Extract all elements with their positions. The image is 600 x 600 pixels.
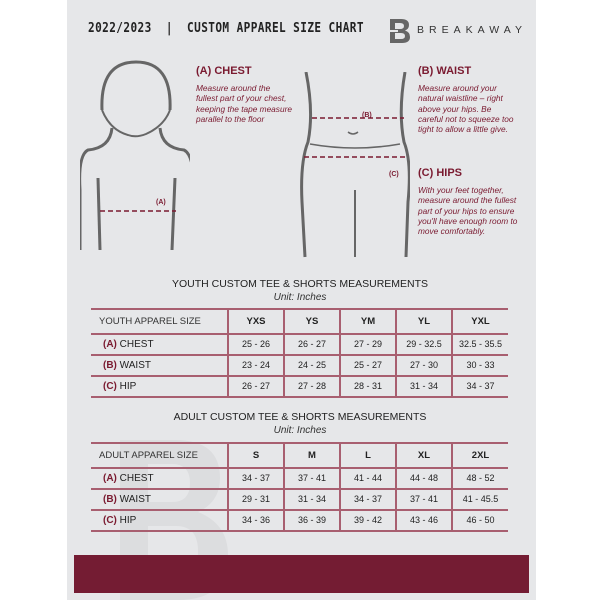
- table-header-row: [91, 309, 508, 334]
- measurement-value: 27 - 29: [340, 334, 396, 355]
- measurement-value: 36 - 39: [284, 510, 340, 531]
- measurement-value: 30 - 33: [452, 355, 508, 376]
- youth-table-unit: Unit: Inches: [273, 292, 327, 303]
- measurement-value: 24 - 25: [284, 355, 340, 376]
- measurement-name: WAIST: [119, 360, 151, 371]
- page-title: 2022/2023 | CUSTOM APPAREL SIZE CHART: [88, 20, 364, 36]
- measurement-value: 48 - 52: [452, 468, 508, 489]
- measurement-label: [91, 510, 228, 531]
- table-row: [91, 510, 508, 531]
- measurement-value: 41 - 44: [340, 468, 396, 489]
- size-column-header: L: [340, 443, 396, 468]
- measurement-label: [91, 489, 228, 510]
- measurement-name: WAIST: [119, 494, 151, 505]
- measurement-label: [91, 355, 228, 376]
- size-header-label: ADULT APPAREL SIZE: [91, 443, 228, 468]
- measurement-letter: (B): [103, 360, 117, 371]
- table-row: [91, 355, 508, 376]
- size-column-header: S: [228, 443, 284, 468]
- waist-heading: (B) WAIST: [418, 65, 472, 77]
- measurement-value: 25 - 26: [228, 334, 284, 355]
- measurement-name: HIP: [119, 515, 137, 526]
- hips-marker: (C): [389, 171, 399, 178]
- chest-instructions: Measure around the fullest part of your chest, keeping the tape measure parallel to the floor: [196, 83, 292, 124]
- hips-figure-illustration: [300, 72, 410, 262]
- size-column-header: M: [284, 443, 340, 468]
- measurement-value: 31 - 34: [284, 489, 340, 510]
- measurement-label: [91, 334, 228, 355]
- size-column-header: YM: [340, 309, 396, 334]
- measurement-value: 43 - 46: [396, 510, 452, 531]
- chest-marker: (A): [156, 199, 166, 206]
- measurement-value: 41 - 45.5: [452, 489, 508, 510]
- table-row: [91, 376, 508, 397]
- measurement-letter: (C): [103, 515, 117, 526]
- measurement-value: 32.5 - 35.5: [452, 334, 508, 355]
- measurement-value: 34 - 37: [340, 489, 396, 510]
- measurement-value: 27 - 30: [396, 355, 452, 376]
- adult-table-unit: Unit: Inches: [273, 425, 327, 436]
- size-column-header: YXS: [228, 309, 284, 334]
- measurement-value: 23 - 24: [228, 355, 284, 376]
- size-column-header: YL: [396, 309, 452, 334]
- hips-instructions: With your feet together, measure around the fullest part of your hips to ensure you'll have enough room to move comfortably.: [418, 185, 518, 237]
- torso-figure-illustration: [80, 60, 190, 260]
- breakaway-logo: [384, 18, 412, 44]
- table-header-row: [91, 443, 508, 468]
- waist-instructions: Measure around your natural waistline – right above your hips. Be careful not to squeeze too tight to allow a little give.: [418, 83, 514, 135]
- measurement-value: 37 - 41: [396, 489, 452, 510]
- measurement-value: 25 - 27: [340, 355, 396, 376]
- footer-bar: [74, 555, 529, 593]
- measurement-value: 39 - 42: [340, 510, 396, 531]
- measurement-letter: (B): [103, 494, 117, 505]
- waist-marker: (B): [362, 112, 372, 119]
- table-row: [91, 334, 508, 355]
- adult-size-table: [91, 442, 508, 532]
- size-column-header: YXL: [452, 309, 508, 334]
- table-row: [91, 489, 508, 510]
- measurement-value: 34 - 36: [228, 510, 284, 531]
- measurement-value: 26 - 27: [284, 334, 340, 355]
- youth-table-title: YOUTH CUSTOM TEE & SHORTS MEASUREMENTS: [171, 278, 429, 290]
- size-column-header: XL: [396, 443, 452, 468]
- table-row: [91, 468, 508, 489]
- measurement-value: 28 - 31: [340, 376, 396, 397]
- adult-table-title: ADULT CUSTOM TEE & SHORTS MEASUREMENTS: [173, 411, 427, 423]
- measurement-name: HIP: [119, 381, 137, 392]
- measurement-name: CHEST: [119, 339, 154, 350]
- measurement-value: 29 - 31: [228, 489, 284, 510]
- size-header-label: YOUTH APPAREL SIZE: [91, 309, 228, 334]
- measurement-value: 46 - 50: [452, 510, 508, 531]
- chest-heading: (A) CHEST: [196, 65, 252, 77]
- size-column-header: YS: [284, 309, 340, 334]
- measurement-letter: (A): [103, 339, 117, 350]
- youth-size-table: [91, 308, 508, 398]
- measurement-name: CHEST: [119, 473, 154, 484]
- measurement-value: 26 - 27: [228, 376, 284, 397]
- measurement-value: 27 - 28: [284, 376, 340, 397]
- measurement-value: 37 - 41: [284, 468, 340, 489]
- size-column-header: 2XL: [452, 443, 508, 468]
- measurement-value: 31 - 34: [396, 376, 452, 397]
- measurement-label: [91, 376, 228, 397]
- measurement-label: [91, 468, 228, 489]
- measurement-value: 34 - 37: [452, 376, 508, 397]
- measurement-letter: (A): [103, 473, 117, 484]
- measurement-value: 34 - 37: [228, 468, 284, 489]
- measurement-letter: (C): [103, 381, 117, 392]
- brand-name: BREAKAWAY: [417, 24, 527, 36]
- measurement-value: 29 - 32.5: [396, 334, 452, 355]
- hips-heading: (C) HIPS: [418, 167, 462, 179]
- measurement-value: 44 - 48: [396, 468, 452, 489]
